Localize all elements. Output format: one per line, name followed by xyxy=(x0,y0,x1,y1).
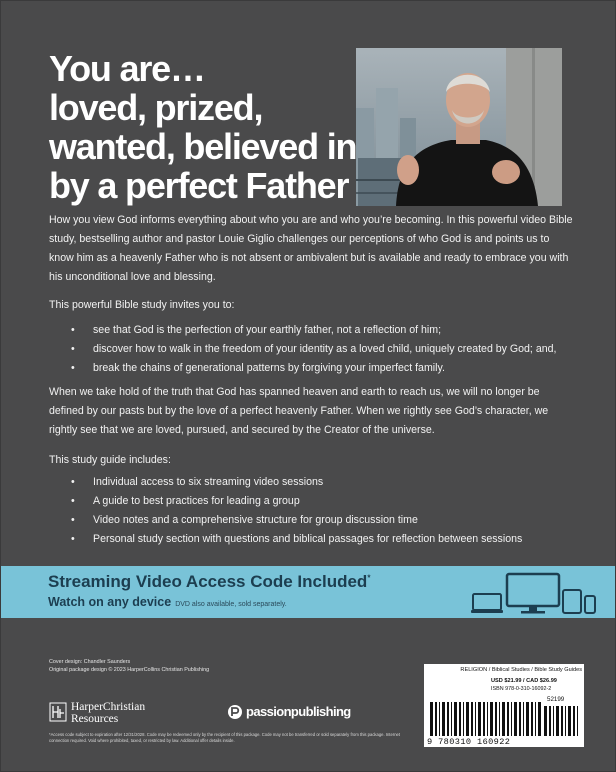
headline-line-1: You are… xyxy=(49,48,205,89)
harperchristian-logo xyxy=(49,699,189,727)
includes-list xyxy=(49,473,574,549)
passion-mark-icon xyxy=(227,704,243,720)
banner-title-text: Streaming Video Access Code Included xyxy=(48,572,368,591)
fine-print: *Access code subject to expiration after 12/31/2028. Code may be redeemed only by the recipient of this package. Code may not be transferred or sold separately from this package. Internet connection required. Void where prohibited, taxed, or restricted by law. Additional offer details inside. xyxy=(49,732,401,743)
banner-subtitle-text: Watch on any device xyxy=(48,595,172,609)
invites-lead: This powerful Bible study invites you to: xyxy=(49,299,235,311)
man-speaking-photo xyxy=(356,48,562,206)
list-item: • A guide to best practices for leading a group xyxy=(49,492,574,511)
list-item: • Individual access to six streaming video sessions xyxy=(49,473,574,492)
banner-note: DVD also available, sold separately. xyxy=(175,601,287,608)
list-item: • see that God is the perfection of your earthly father, not a reflection of him; xyxy=(49,321,574,340)
closing-paragraph: When we take hold of the truth that God has spanned heaven and earth to reach us, we will no longer be defined by our pasts but by the love of a perfect heavenly Father. When we rightly see God’s character, we rightly see that we are loved, pursued, and secured by the Creator of the universe. xyxy=(49,386,549,436)
harperchristian-line-1: HarperChristian xyxy=(71,701,146,713)
price-extension: 52199 xyxy=(547,696,565,703)
author-photo xyxy=(356,48,562,206)
headline-line-3: wanted, believed in xyxy=(49,126,357,167)
barcode xyxy=(430,702,542,736)
headline xyxy=(49,48,357,206)
banner-subtitle xyxy=(48,595,287,609)
price: USD $21.99 / CAD $26.99 xyxy=(491,678,557,684)
invites-list xyxy=(49,321,574,378)
passionpublishing-wordmark: passionpublishing xyxy=(246,704,351,719)
cover-credit: Cover design: Chandler Saunders xyxy=(49,659,131,665)
harperchristian-wordmark xyxy=(71,701,145,725)
intro-paragraph: How you view God informs everything about who you are and who you’re becoming. In this powerful video Bible study, bestselling author and pastor Louie Giglio challenges our perceptions of who God is and points us to know him as a heavenly Father who is not absent or ambivalent but is available and ready to embrace you with his unconditional love and blessing. xyxy=(49,214,573,283)
bisac-category: RELIGION / Biblical Studies / Bible Study Guides xyxy=(460,667,582,673)
list-item: • break the chains of generational patterns by forgiving your imperfect family. xyxy=(49,359,574,378)
list-item: • Video notes and a comprehensive structure for group discussion time xyxy=(49,511,574,530)
list-item: • Personal study section with questions and biblical passages for reflection between sessions xyxy=(49,530,574,549)
list-item: • discover how to walk in the freedom of your identity as a loved child, uniquely created by God; and, xyxy=(49,340,574,359)
package-credit: Original package design © 2023 HarperCollins Christian Publishing xyxy=(49,667,210,673)
headline-line-4: by a perfect Father xyxy=(49,165,349,206)
design-credits xyxy=(49,658,209,674)
streaming-banner xyxy=(1,566,615,618)
isbn: ISBN 978-0-310-16092-2 xyxy=(491,686,552,692)
harperchristian-line-2: Resources xyxy=(71,713,119,725)
passionpublishing-logo xyxy=(227,702,367,722)
devices-icon xyxy=(471,572,601,614)
banner-title xyxy=(48,572,370,592)
headline-line-2: loved, prized, xyxy=(49,87,263,128)
barcode-number: 9 780310 160922 xyxy=(427,737,511,747)
harperchristian-mark-icon xyxy=(49,702,67,722)
includes-lead: This study guide includes: xyxy=(49,454,171,466)
barcode-extension xyxy=(544,706,582,736)
barcode-panel xyxy=(424,664,584,747)
banner-title-mark: * xyxy=(367,573,371,583)
